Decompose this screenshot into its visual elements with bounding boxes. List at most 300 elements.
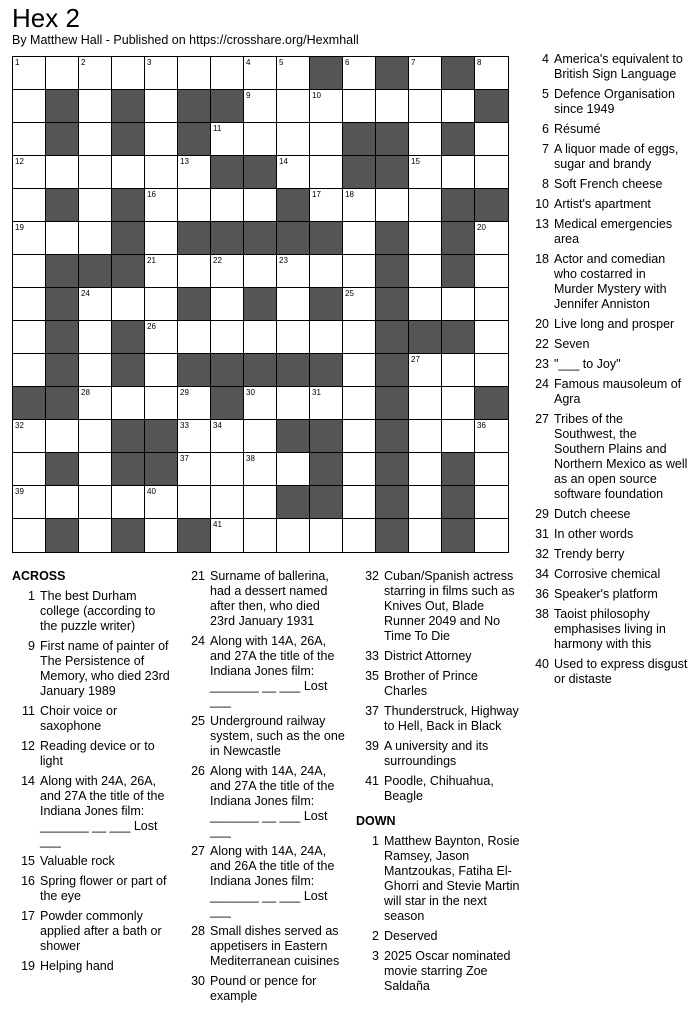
grid-cell[interactable] (277, 387, 310, 420)
clue-text: Underground railway system, such as the one in Newcastle (210, 714, 345, 758)
grid-cell[interactable] (145, 222, 178, 255)
grid-cell[interactable] (79, 420, 112, 453)
block-cell (376, 156, 409, 189)
grid-cell[interactable] (112, 288, 145, 321)
clue-item[interactable] (526, 142, 688, 172)
grid-cell[interactable] (475, 222, 508, 255)
grid-cell[interactable] (310, 255, 343, 288)
clue-item[interactable] (526, 587, 688, 602)
clue-item[interactable] (182, 844, 347, 919)
block-cell (112, 255, 145, 288)
grid-cell[interactable] (409, 420, 442, 453)
grid-cell[interactable] (145, 123, 178, 156)
grid-cell[interactable] (79, 288, 112, 321)
grid-cell[interactable] (211, 321, 244, 354)
block-cell (46, 453, 79, 486)
grid-cell[interactable] (145, 354, 178, 387)
cell-number: 4 (246, 58, 251, 67)
grid-cell[interactable] (13, 321, 46, 354)
grid-cell[interactable] (79, 222, 112, 255)
clue-text: Small dishes served as appetisers in Eastern Mediterranean cuisines (210, 924, 340, 968)
clue-item[interactable] (12, 704, 172, 734)
clue-item[interactable] (526, 52, 688, 82)
grid-cell[interactable] (178, 420, 211, 453)
clue-item[interactable] (526, 337, 688, 352)
grid-cell[interactable] (211, 288, 244, 321)
block-cell (112, 453, 145, 486)
clue-item[interactable] (356, 774, 521, 804)
clue-number: 41 (365, 774, 379, 788)
grid-cell[interactable] (79, 354, 112, 387)
across-clues (12, 569, 172, 979)
grid-cell[interactable] (211, 123, 244, 156)
grid-cell[interactable] (211, 189, 244, 222)
block-cell (343, 123, 376, 156)
block-cell (112, 222, 145, 255)
block-cell (310, 222, 343, 255)
grid-cell[interactable] (409, 288, 442, 321)
clue-text: America's equivalent to British Sign Language (554, 52, 683, 81)
grid-cell[interactable] (145, 90, 178, 123)
block-cell (112, 354, 145, 387)
clue-text: Pound or pence for example (210, 974, 317, 1003)
grid-cell[interactable] (13, 354, 46, 387)
grid-cell[interactable] (475, 453, 508, 486)
block-cell (244, 156, 277, 189)
clue-item[interactable] (356, 649, 521, 664)
grid-cell[interactable] (79, 90, 112, 123)
block-cell (244, 288, 277, 321)
grid-cell[interactable] (475, 519, 508, 552)
block-cell (277, 486, 310, 519)
grid-cell[interactable] (178, 453, 211, 486)
grid-cell[interactable] (310, 189, 343, 222)
block-cell (145, 453, 178, 486)
grid-cell[interactable] (79, 321, 112, 354)
grid-cell[interactable] (145, 57, 178, 90)
block-cell (376, 321, 409, 354)
clue-item[interactable] (526, 217, 688, 247)
block-cell (178, 222, 211, 255)
grid-cell[interactable] (376, 90, 409, 123)
grid-cell[interactable] (310, 321, 343, 354)
grid-cell[interactable] (277, 453, 310, 486)
grid-cell[interactable] (244, 486, 277, 519)
grid-cell[interactable] (244, 519, 277, 552)
cell-number: 37 (180, 454, 189, 463)
clue-item[interactable] (526, 377, 688, 407)
clue-item[interactable] (356, 704, 521, 734)
clue-text: Deserved (384, 929, 438, 943)
block-cell (376, 519, 409, 552)
grid-cell[interactable] (112, 57, 145, 90)
block-cell (442, 222, 475, 255)
grid-cell[interactable] (442, 288, 475, 321)
grid-cell[interactable] (409, 90, 442, 123)
clue-text: Seven (554, 337, 590, 351)
grid-cell[interactable] (343, 57, 376, 90)
grid-cell[interactable] (211, 519, 244, 552)
clue-item[interactable] (182, 924, 347, 969)
grid-cell[interactable] (409, 189, 442, 222)
cell-number: 21 (147, 256, 156, 265)
grid-cell[interactable] (475, 123, 508, 156)
clue-item[interactable] (526, 317, 688, 332)
grid-cell[interactable] (79, 123, 112, 156)
grid-cell[interactable] (277, 321, 310, 354)
grid-cell[interactable] (244, 453, 277, 486)
grid-cell[interactable] (343, 387, 376, 420)
clue-text: Along with 14A, 24A, and 26A the title of the Indiana Jones film: _______ __ ___ Lost ___ (210, 844, 335, 918)
cell-number: 23 (279, 256, 288, 265)
grid-cell[interactable] (112, 486, 145, 519)
clue-number: 32 (535, 547, 549, 561)
clue-text: The best Durham college (according to the puzzle writer) (40, 589, 156, 633)
clue-text: Live long and prosper (554, 317, 675, 331)
clue-text: Thunderstruck, Highway to Hell, Back in Black (384, 704, 519, 733)
grid-cell[interactable] (343, 519, 376, 552)
block-cell (211, 90, 244, 123)
cell-number: 36 (477, 421, 486, 430)
grid-cell[interactable] (277, 156, 310, 189)
clue-item[interactable] (356, 834, 521, 924)
clue-item[interactable] (182, 714, 347, 759)
block-cell (46, 255, 79, 288)
grid-cell[interactable] (343, 288, 376, 321)
cell-number: 10 (312, 91, 321, 100)
clue-text: Soft French cheese (554, 177, 663, 191)
block-cell (178, 90, 211, 123)
clue-item[interactable] (526, 177, 688, 192)
clue-item[interactable] (526, 122, 688, 137)
block-cell (112, 189, 145, 222)
grid-cell[interactable] (211, 453, 244, 486)
clue-number: 20 (535, 317, 549, 331)
grid-cell[interactable] (310, 90, 343, 123)
cell-number: 26 (147, 322, 156, 331)
clue-number: 17 (21, 909, 35, 923)
clue-item[interactable] (12, 874, 172, 904)
cell-number: 5 (279, 58, 284, 67)
down-heading: DOWN (356, 814, 396, 828)
grid-cell[interactable] (145, 156, 178, 189)
clue-item[interactable] (182, 569, 347, 629)
clue-item[interactable] (526, 567, 688, 582)
grid-cell[interactable] (409, 486, 442, 519)
clue-number: 28 (191, 924, 205, 938)
grid-cell[interactable] (145, 321, 178, 354)
block-cell (244, 222, 277, 255)
cell-number: 17 (312, 190, 321, 199)
grid-cell[interactable] (13, 222, 46, 255)
clue-item[interactable] (356, 739, 521, 769)
block-cell (310, 57, 343, 90)
clue-item[interactable] (12, 589, 172, 634)
grid-cell[interactable] (145, 387, 178, 420)
block-cell (46, 288, 79, 321)
grid-cell[interactable] (178, 321, 211, 354)
clue-text: Spring flower or part of the eye (40, 874, 167, 903)
clue-item[interactable] (12, 909, 172, 954)
grid-cell[interactable] (13, 486, 46, 519)
clue-text: Helping hand (40, 959, 114, 973)
grid-cell[interactable] (79, 486, 112, 519)
block-cell (46, 189, 79, 222)
grid-cell[interactable] (46, 420, 79, 453)
clue-item[interactable] (12, 739, 172, 769)
grid-cell[interactable] (178, 255, 211, 288)
grid-cell[interactable] (178, 57, 211, 90)
clue-number: 26 (191, 764, 205, 778)
clue-item[interactable] (182, 974, 347, 1004)
grid-cell[interactable] (178, 387, 211, 420)
grid-cell[interactable] (13, 189, 46, 222)
grid-cell[interactable] (277, 90, 310, 123)
grid-cell[interactable] (79, 387, 112, 420)
clue-item[interactable] (526, 547, 688, 562)
block-cell (112, 123, 145, 156)
clue-item[interactable] (12, 639, 172, 699)
grid-cell[interactable] (409, 519, 442, 552)
grid-cell[interactable] (343, 90, 376, 123)
clue-item[interactable] (526, 252, 688, 312)
grid-cell[interactable] (211, 57, 244, 90)
cell-number: 41 (213, 520, 222, 529)
crossword-grid (12, 56, 509, 553)
grid-cell[interactable] (442, 420, 475, 453)
clue-item[interactable] (356, 669, 521, 699)
grid-cell[interactable] (112, 387, 145, 420)
block-cell (211, 354, 244, 387)
clue-item[interactable] (12, 774, 172, 849)
grid-cell[interactable] (277, 123, 310, 156)
clue-item[interactable] (526, 607, 688, 652)
clue-text: Along with 14A, 24A, and 27A the title of the Indiana Jones film: _______ __ ___ Lost ___ (210, 764, 335, 838)
grid-cell[interactable] (475, 57, 508, 90)
clue-number: 15 (21, 854, 35, 868)
clue-item[interactable] (526, 357, 688, 372)
clue-number: 19 (21, 959, 35, 973)
grid-cell[interactable] (409, 222, 442, 255)
clue-text: Résumé (554, 122, 601, 136)
grid-cell[interactable] (13, 156, 46, 189)
block-cell (310, 453, 343, 486)
grid-cell[interactable] (442, 354, 475, 387)
grid-cell[interactable] (442, 90, 475, 123)
grid-cell[interactable] (13, 255, 46, 288)
clue-item[interactable] (182, 634, 347, 709)
clue-number: 18 (535, 252, 549, 266)
grid-cell[interactable] (145, 519, 178, 552)
grid-cell[interactable] (442, 156, 475, 189)
byline: By Matthew Hall - Published on https://crosshare.org/Hexmhall (12, 33, 359, 47)
grid-cell[interactable] (343, 222, 376, 255)
grid-cell[interactable] (79, 57, 112, 90)
grid-cell[interactable] (145, 255, 178, 288)
grid-cell[interactable] (244, 420, 277, 453)
grid-cell[interactable] (211, 486, 244, 519)
grid-cell[interactable] (178, 156, 211, 189)
grid-cell[interactable] (442, 387, 475, 420)
cell-number: 20 (477, 223, 486, 232)
grid-cell[interactable] (409, 255, 442, 288)
grid-cell[interactable] (310, 387, 343, 420)
grid-cell[interactable] (343, 255, 376, 288)
grid-cell[interactable] (409, 453, 442, 486)
grid-cell[interactable] (409, 123, 442, 156)
clue-text: Along with 14A, 26A, and 27A the title of the Indiana Jones film: _______ __ ___ Lost ___ (210, 634, 335, 708)
clue-text: Defence Organisation since 1949 (554, 87, 675, 116)
grid-cell[interactable] (475, 486, 508, 519)
cell-number: 27 (411, 355, 420, 364)
grid-cell[interactable] (475, 354, 508, 387)
clue-item[interactable] (12, 959, 172, 974)
block-cell (376, 387, 409, 420)
grid-cell[interactable] (376, 189, 409, 222)
grid-cell[interactable] (310, 156, 343, 189)
grid-cell[interactable] (79, 453, 112, 486)
clue-number: 35 (365, 669, 379, 683)
clue-text: Famous mausoleum of Agra (554, 377, 682, 406)
grid-cell[interactable] (409, 156, 442, 189)
grid-cell[interactable] (46, 486, 79, 519)
grid-cell[interactable] (13, 288, 46, 321)
cell-number: 32 (15, 421, 24, 430)
grid-cell[interactable] (211, 420, 244, 453)
clue-item[interactable] (526, 657, 688, 687)
clue-text: Actor and comedian who costarred in Murder Mystery with Jennifer Anniston (554, 252, 667, 311)
clue-text: Taoist philosophy emphasises living in harmony with this (554, 607, 666, 651)
clue-number: 21 (191, 569, 205, 583)
clue-item[interactable] (526, 412, 688, 502)
grid-cell[interactable] (13, 90, 46, 123)
grid-cell[interactable] (79, 156, 112, 189)
clue-number: 32 (365, 569, 379, 583)
clue-text: A liquor made of eggs, sugar and brandy (554, 142, 679, 171)
grid-cell[interactable] (343, 420, 376, 453)
cell-number: 22 (213, 256, 222, 265)
block-cell (442, 189, 475, 222)
grid-cell[interactable] (409, 387, 442, 420)
grid-cell[interactable] (277, 519, 310, 552)
across-clues-continued (182, 569, 347, 1009)
block-cell (376, 420, 409, 453)
grid-cell[interactable] (475, 255, 508, 288)
grid-cell[interactable] (475, 420, 508, 453)
clue-item[interactable] (526, 87, 688, 117)
grid-cell[interactable] (343, 189, 376, 222)
clue-item[interactable] (526, 507, 688, 522)
grid-cell[interactable] (46, 222, 79, 255)
clue-text: Trendy berry (554, 547, 625, 561)
clue-number: 29 (535, 507, 549, 521)
cell-number: 31 (312, 388, 321, 397)
grid-cell[interactable] (277, 255, 310, 288)
grid-cell[interactable] (343, 321, 376, 354)
grid-cell[interactable] (145, 189, 178, 222)
clue-text: Dutch cheese (554, 507, 631, 521)
block-cell (442, 321, 475, 354)
grid-cell[interactable] (112, 156, 145, 189)
grid-cell[interactable] (79, 189, 112, 222)
grid-cell[interactable] (145, 486, 178, 519)
grid-cell[interactable] (79, 519, 112, 552)
clue-item[interactable] (12, 854, 172, 869)
block-cell (277, 222, 310, 255)
grid-cell[interactable] (343, 354, 376, 387)
grid-cell[interactable] (13, 420, 46, 453)
grid-cell[interactable] (244, 57, 277, 90)
grid-cell[interactable] (310, 123, 343, 156)
clue-item[interactable] (526, 527, 688, 542)
grid-cell[interactable] (13, 453, 46, 486)
block-cell (145, 420, 178, 453)
grid-cell[interactable] (13, 519, 46, 552)
clue-number: 16 (21, 874, 35, 888)
block-cell (343, 156, 376, 189)
block-cell (244, 354, 277, 387)
grid-cell[interactable] (277, 288, 310, 321)
grid-cell[interactable] (277, 57, 310, 90)
clue-text: Choir voice or saxophone (40, 704, 118, 733)
grid-cell[interactable] (244, 90, 277, 123)
clue-text: Reading device or to light (40, 739, 155, 768)
grid-cell[interactable] (46, 57, 79, 90)
grid-cell[interactable] (409, 57, 442, 90)
grid-cell[interactable] (244, 189, 277, 222)
cell-number: 24 (81, 289, 90, 298)
grid-cell[interactable] (244, 123, 277, 156)
grid-cell[interactable] (475, 156, 508, 189)
clue-item[interactable] (526, 197, 688, 212)
grid-cell[interactable] (178, 189, 211, 222)
block-cell (376, 486, 409, 519)
grid-cell[interactable] (343, 453, 376, 486)
grid-cell[interactable] (145, 288, 178, 321)
grid-cell[interactable] (211, 255, 244, 288)
cell-number: 19 (15, 223, 24, 232)
grid-cell[interactable] (409, 354, 442, 387)
grid-cell[interactable] (343, 486, 376, 519)
clue-text: In other words (554, 527, 634, 541)
clue-text: A university and its surroundings (384, 739, 489, 768)
block-cell (475, 387, 508, 420)
block-cell (178, 288, 211, 321)
clue-item[interactable] (356, 949, 521, 994)
grid-cell[interactable] (13, 57, 46, 90)
grid-cell[interactable] (178, 486, 211, 519)
block-cell (277, 420, 310, 453)
clue-text: Brother of Prince Charles (384, 669, 478, 698)
clue-item[interactable] (356, 929, 521, 944)
grid-cell[interactable] (475, 288, 508, 321)
grid-cell[interactable] (46, 156, 79, 189)
grid-cell[interactable] (13, 123, 46, 156)
grid-cell[interactable] (244, 255, 277, 288)
block-cell (178, 354, 211, 387)
grid-cell[interactable] (244, 321, 277, 354)
block-cell (442, 453, 475, 486)
grid-cell[interactable] (310, 519, 343, 552)
clue-text: Speaker's platform (554, 587, 658, 601)
clue-item[interactable] (356, 569, 521, 644)
cell-number: 9 (246, 91, 251, 100)
clue-item[interactable] (182, 764, 347, 839)
cell-number: 6 (345, 58, 350, 67)
grid-cell[interactable] (475, 321, 508, 354)
clue-text: 2025 Oscar nominated movie starring Zoe Saldaña (384, 949, 511, 993)
grid-cell[interactable] (244, 387, 277, 420)
